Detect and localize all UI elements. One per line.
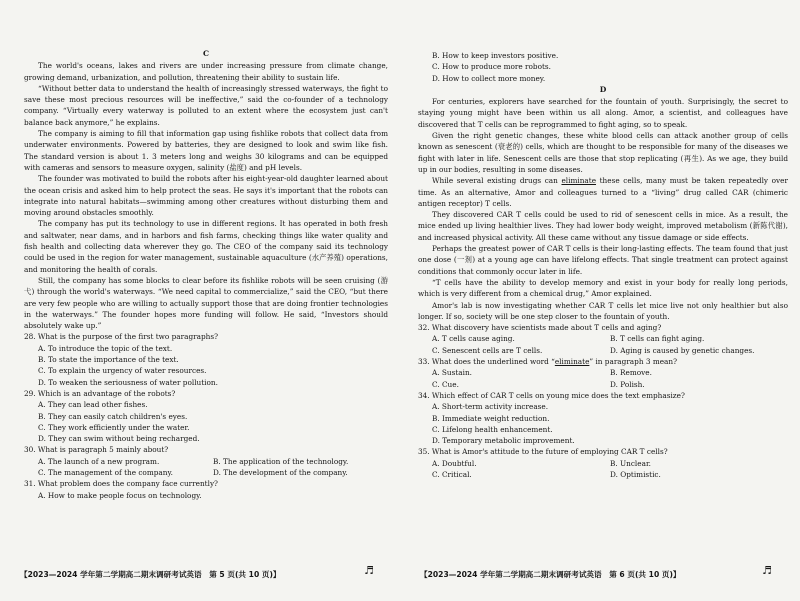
q29-option-b: B. They can easily catch children's eyes.	[38, 411, 188, 421]
music-note-icon-right: ♬	[762, 564, 772, 577]
music-note-icon: ♬	[364, 564, 374, 577]
q30-option-d: D. The development of the company.	[213, 467, 348, 477]
q33-text-start: 33. What does the underlined word “	[418, 357, 555, 367]
q33-option-a: A. Sustain.	[432, 368, 472, 378]
q30-option-c: C. The management of the company.	[38, 467, 173, 477]
q31-option-d: D. How to collect more money.	[432, 73, 546, 83]
question-31: 31. What problem does the company face currently?	[24, 479, 218, 489]
q33-text-end: ” in paragraph 3 mean?	[589, 357, 678, 367]
right-page-content	[418, 50, 788, 480]
q29-option-a: A. They can lead other fishes.	[38, 400, 148, 410]
q30-options-row-2	[24, 467, 388, 478]
q28-option-a: A. To introduce the topic of the text.	[38, 343, 173, 353]
left-page-footer: 【2023—2024 学年第二学期高二期末调研考试英语 第 5 页(共 10 页)】	[20, 570, 281, 579]
question-30: 30. What is paragraph 5 mainly about?	[24, 445, 169, 455]
passage-d-paragraph-2: Given the right genetic changes, these white blood cells can attack another group of cells known as senescent (衰老的) cells, which are thought to be responsible for many of the diseases we fight with later in life. Senescent cells are those that stop replicating (再生). As we age, they build up in our bodies, resulting in some diseases.	[418, 131, 788, 174]
q30-option-a: A. The launch of a new program.	[38, 456, 160, 466]
passage-c-paragraph-6: Still, the company has some blocks to clear before its fishlike robots will be seen cruising (游弋) through the world's waterways. “We need capital to commercialize,” said the CEO, “but there are very few people who are willing to actually support those that are doing frontier technologies in the waterways.” The founder hopes more funding will follow. He said, “Investors should absolutely wake up.”	[24, 275, 388, 331]
q35-option-a: A. Doubtful.	[432, 458, 477, 468]
q33-underlined-word: eliminate	[554, 357, 590, 367]
q32-option-b: B. T cells can fight aging.	[610, 334, 705, 344]
q34-option-a: A. Short-term activity increase.	[432, 402, 549, 412]
q33-option-c: C. Cue.	[432, 379, 459, 389]
question-34: 34. Which effect of CAR T cells on young mice does the text emphasize?	[418, 390, 685, 400]
right-page-footer: 【2023—2024 学年第二学期高二期末调研考试英语 第 6 页(共 10 页)】	[420, 570, 681, 579]
passage-c-paragraph-5: The company has put its technology to use in different regions. It has operated in both fresh and saltwater, near dams, and in harbors and fish farms, checking things like water quality and fish health and collecting data wherever they go. The CEO of the company said its technology could be used in the region for water management, sustainable aquaculture (水产养殖) operations, and monitoring the health of corals.	[24, 219, 388, 274]
q35-options-row-1	[418, 458, 788, 469]
q28-option-b: B. To state the importance of the text.	[38, 355, 179, 365]
q33-option-d: D. Polish.	[610, 379, 645, 389]
question-33	[418, 356, 788, 367]
paragraph-3-text-start: While several existing drugs can	[432, 176, 562, 186]
q31-option-a: A. How to make people focus on technology.	[38, 490, 202, 500]
left-page-content	[24, 48, 388, 501]
passage-d-paragraph-6: “T cells have the ability to develop memory and exist in your body for really long periods, which is very different from a chemical drug,” Amor explained.	[418, 277, 788, 299]
q29-option-d: D. They can swim without being recharged.	[38, 434, 200, 444]
q35-options-row-2	[418, 469, 788, 480]
question-29: 29. Which is an advantage of the robots?	[24, 388, 176, 398]
q32-option-c: C. Senescent cells are T cells.	[432, 345, 543, 355]
q35-option-c: C. Critical.	[432, 469, 472, 479]
passage-d-paragraph-1: For centuries, explorers have searched for the fountain of youth. Surprisingly, the secret to staying young might have been within us all along. Amor, a scientist, and colleagues have discovered that T cells can be reprogrammed to fight aging, so to speak.	[418, 97, 788, 129]
q33-options-row-2	[418, 379, 788, 390]
q34-option-d: D. Temporary metabolic improvement.	[432, 436, 575, 446]
question-28: 28. What is the purpose of the first two paragraphs?	[24, 332, 219, 342]
right-page	[400, 0, 800, 601]
passage-d-paragraph-7: Amor's lab is now investigating whether CAR T cells let mice live not only healthier but also longer. If so, society will be one step closer to the fountain of youth.	[418, 300, 788, 321]
q32-option-d: D. Aging is caused by genetic changes.	[610, 345, 755, 355]
q30-options-row-1	[24, 456, 388, 467]
q31-option-c: C. How to produce more robots.	[432, 62, 551, 72]
passage-c-paragraph-2: “Without better data to understand the health of increasingly stressed waterways, the fight to save these most precious resources will be ineffective,” said the co-founder of a technology company. “Virtually every waterway is polluted to an extent where the ecosystem just can't balance back anymore,” he explains.	[24, 83, 388, 127]
q34-option-c: C. Lifelong health enhancement.	[432, 424, 553, 434]
q29-option-c: C. They work efficiently under the water.	[38, 422, 190, 432]
q33-options-row-1	[418, 367, 788, 378]
passage-d-paragraph-3	[418, 175, 788, 209]
passage-c-paragraph-1: The world's oceans, lakes and rivers are under increasing pressure from climate change, growing demand, urbanization, and pollution, threatening their ability to sustain life.	[24, 61, 388, 82]
q35-option-b: B. Unclear.	[610, 458, 651, 468]
q32-options-row-2	[418, 345, 788, 356]
q28-option-d: D. To weaken the seriousness of water pollution.	[38, 377, 218, 387]
passage-d-paragraph-5: Perhaps the greatest power of CAR T cells is their long-lasting effects. The team found that just one dose (一剂) at a young age can have lifelong effects. That single treatment can protect against conditions that commonly occur later in life.	[418, 244, 788, 276]
q28-option-c: C. To explain the urgency of water resources.	[38, 366, 207, 376]
underlined-word-eliminate: eliminate	[561, 176, 597, 186]
q31-option-b: B. How to keep investors positive.	[432, 51, 559, 60]
section-heading-c: C	[202, 49, 210, 58]
question-32: 32. What discovery have scientists made about T cells and aging?	[418, 323, 662, 333]
q30-option-b: B. The application of the technology.	[213, 456, 349, 466]
question-35: 35. What is Amor's attitude to the future of employing CAR T cells?	[418, 447, 668, 457]
section-heading-d: D	[599, 84, 607, 94]
q32-options-row-1	[418, 333, 788, 344]
q34-option-b: B. Immediate weight reduction.	[432, 413, 550, 423]
passage-d-paragraph-4: They discovered CAR T cells could be used to rid of senescent cells in mice. As a result, the mice ended up living healthier lives. They had lower body weight, improved metabolism (新陈代谢), and increased physical activity. All these came without any tissue damage or side effects.	[418, 210, 788, 242]
q32-option-a: A. T cells cause aging.	[432, 334, 515, 344]
passage-c-paragraph-4: The founder was motivated to build the robots after his eight-year-old daughter learned about the ocean crisis and asked him to help protect the seas. He says it's important that the robots can integrate into natural habitats—swimming among other creatures without disturbing them and moving around obstacles smoothly.	[24, 174, 388, 218]
q35-option-d: D. Optimistic.	[610, 469, 661, 479]
paragraph-3-text-end: these cells, many must be taken repeatedly over time. As an alternative, Amor and colleagues turned to a “living” drug called CAR (chimeric antigen receptor) T cells.	[418, 176, 788, 208]
q33-option-b: B. Remove.	[610, 368, 652, 378]
passage-c-paragraph-3: The company is aiming to fill that information gap using fishlike robots that collect data from underwater environments. Powered by batteries, they are designed to look and swim like fish. The standard version is about 1. 3 meters long and weighs 30 kilograms and can be equipped with cameras and sensors to measure oxygen, salinity (盐度) and pH levels.	[24, 129, 388, 172]
